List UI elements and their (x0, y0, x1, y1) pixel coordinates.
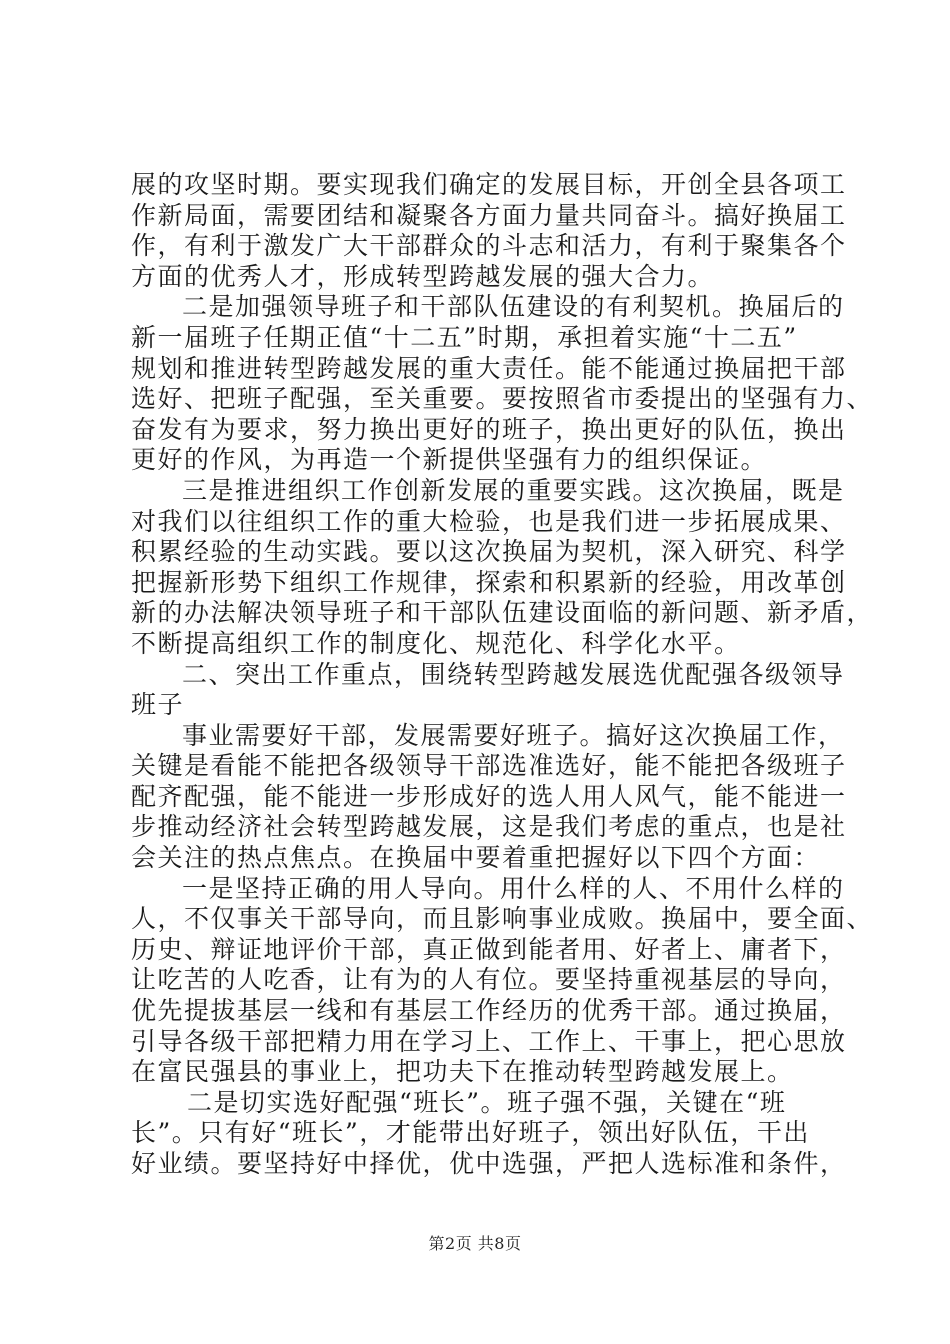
text-line: 不断提高组织工作的制度化、规范化、科学化水平。 (131, 629, 741, 658)
text-line: 二是加强领导班子和干部队伍建设的有利契机。换届后的 (182, 292, 845, 321)
text-line: 步推动经济社会转型跨越发展，这是我们考虑的重点，也是社 (131, 812, 847, 841)
text-line: 积累经验的生动实践。要以这次换届为契机，深入研究、科学 (131, 537, 847, 566)
section-heading-cont: 班子 (131, 690, 185, 719)
text-line: 选好、把班子配强，至关重要。要按照省市委提出的坚强有力、 (131, 384, 874, 413)
text-line: 长”。只有好“班长”，才能带出好班子，领出好队伍，干出 (131, 1118, 810, 1147)
text-line: 对我们以往组织工作的重大检验，也是我们进一步拓展成果、 (131, 507, 847, 536)
text-line: 好业绩。要坚持好中择优，优中选强，严把人选标准和条件， (131, 1149, 847, 1178)
text-line: 新的办法解决领导班子和干部队伍建设面临的新问题、新矛盾， (131, 598, 874, 627)
text-line: 方面的优秀人才，形成转型跨越发展的强大合力。 (131, 262, 715, 291)
text-line: 历史、辩证地评价干部，真正做到能者用、好者上、庸者下， (131, 935, 847, 964)
section-heading: 二、突出工作重点，围绕转型跨越发展选优配强各级领导 (182, 660, 845, 689)
page-footer: 第2页 共8页 (428, 1234, 522, 1253)
text-line: 让吃苦的人吃香，让有为的人有位。要坚持重视基层的导向， (131, 965, 847, 994)
text-line: 人，不仅事关干部导向，而且影响事业成败。换届中，要全面、 (131, 904, 874, 933)
text-line: 新一届班子任期正值“十二五”时期，承担着实施“十二五” (131, 323, 798, 352)
text-line: 配齐配强，能不能进一步形成好的选人用人风气，能不能进一 (131, 782, 847, 811)
text-line: 作，有利于激发广大干部群众的斗志和活力，有利于聚集各个 (131, 231, 847, 260)
text-line: 展的攻坚时期。要实现我们确定的发展目标，开创全县各项工 (131, 170, 847, 199)
text-line: 把握新形势下组织工作规律，探索和积累新的经验，用改革创 (131, 568, 847, 597)
text-line: 规划和推进转型跨越发展的重大责任。能不能通过换届把干部 (131, 354, 847, 383)
text-line: 在富民强县的事业上，把功夫下在推动转型跨越发展上。 (131, 1057, 794, 1086)
text-line: 关键是看能不能把各级领导干部选准选好，能不能把各级班子 (131, 751, 847, 780)
text-line: 优先提拔基层一线和有基层工作经历的优秀干部。通过换届， (131, 996, 847, 1025)
text-line: 引导各级干部把精力用在学习上、工作上、干事上，把心思放 (131, 1027, 847, 1056)
text-line: 三是推进组织工作创新发展的重要实践。这次换届，既是 (182, 476, 845, 505)
text-line: 会关注的热点焦点。在换届中要着重把握好以下四个方面： (131, 843, 821, 872)
text-line: 二是切实选好配强“班长”。班子强不强，关键在“班 (187, 1088, 787, 1117)
text-line: 事业需要好干部，发展需要好班子。搞好这次换届工作， (182, 721, 845, 750)
text-line: 作新局面，需要团结和凝聚各方面力量共同奋斗。搞好换届工 (131, 201, 847, 230)
text-line: 奋发有为要求，努力换出更好的班子，换出更好的队伍，换出 (131, 415, 847, 444)
text-line: 一是坚持正确的用人导向。用什么样的人、不用什么样的 (182, 874, 845, 903)
text-line: 更好的作风，为再造一个新提供坚强有力的组织保证。 (131, 445, 768, 474)
